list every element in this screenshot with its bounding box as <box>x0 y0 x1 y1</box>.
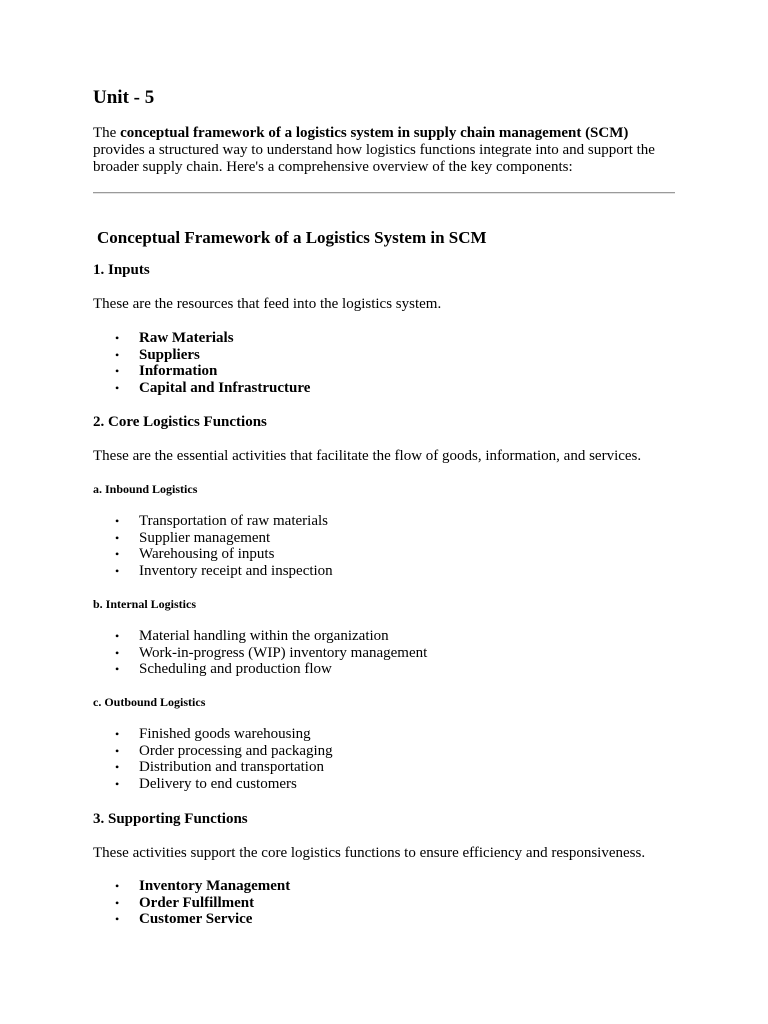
list-item: • Raw Materials <box>115 330 234 346</box>
bullet-icon: • <box>115 895 120 910</box>
list-item: • Order processing and packaging <box>115 742 333 759</box>
core-heading: 2. Core Logistics Functions <box>93 414 267 430</box>
list-item: • Transportation of raw materials <box>115 513 328 529</box>
supporting-list <box>93 878 290 928</box>
bullet-icon: • <box>115 564 120 579</box>
list-item: • Warehousing of inputs <box>115 546 275 563</box>
bullet-icon: • <box>115 662 120 677</box>
inbound-list <box>93 513 333 580</box>
framework-title: Conceptual Framework of a Logistics System in SCM <box>97 228 487 247</box>
inbound-heading: a. Inbound Logistics <box>93 482 198 496</box>
list-item: • Delivery to end customers <box>115 776 297 793</box>
bullet-icon: • <box>115 912 120 927</box>
bullet-icon: • <box>115 645 120 660</box>
intro-paragraph <box>93 125 683 176</box>
list-item: • Supplier management <box>115 529 271 546</box>
list-item: • Customer Service <box>115 911 253 928</box>
bullet-icon: • <box>115 364 120 379</box>
bullet-icon: • <box>115 514 120 528</box>
inputs-description: These are the resources that feed into the logistics system. <box>93 296 442 312</box>
outbound-list <box>93 726 333 793</box>
bullet-icon: • <box>115 629 120 643</box>
intro-bold-term: conceptual framework of a logistics system in supply chain management (SCM) <box>120 125 629 141</box>
intro-rest: provides a structured way to understand how logistics functions integrate into and support the broader supply chain. Here's a comprehensive overview of the key components: <box>93 142 655 175</box>
list-item: • Information <box>115 363 218 380</box>
bullet-icon: • <box>115 879 120 893</box>
bullet-icon: • <box>115 743 120 758</box>
bullet-icon: • <box>115 727 120 741</box>
intro-lead: The <box>93 125 121 141</box>
bullet-icon: • <box>115 331 120 345</box>
list-item: • Finished goods warehousing <box>115 726 311 742</box>
inputs-list <box>93 330 310 397</box>
horizontal-rule <box>93 192 675 194</box>
list-item: • Inventory receipt and inspection <box>115 563 333 580</box>
list-item: • Capital and Infrastructure <box>115 380 311 397</box>
list-item: • Material handling within the organization <box>115 628 389 644</box>
internal-list <box>93 628 427 678</box>
bullet-icon: • <box>115 530 120 545</box>
list-item: • Suppliers <box>115 346 200 363</box>
list-item: • Work-in-progress (WIP) inventory management <box>115 644 428 661</box>
internal-heading: b. Internal Logistics <box>93 597 197 611</box>
inputs-heading: 1. Inputs <box>93 262 150 278</box>
outbound-heading: c. Outbound Logistics <box>93 695 206 709</box>
bullet-icon: • <box>115 760 120 775</box>
bullet-icon: • <box>115 777 120 792</box>
list-item: • Order Fulfillment <box>115 894 255 911</box>
bullet-icon: • <box>115 347 120 362</box>
list-item: • Distribution and transportation <box>115 759 324 776</box>
list-item: • Inventory Management <box>115 878 291 894</box>
supporting-heading: 3. Supporting Functions <box>93 811 248 827</box>
list-item: • Scheduling and production flow <box>115 661 332 678</box>
supporting-description: These activities support the core logistics functions to ensure efficiency and responsiveness. <box>93 845 646 861</box>
bullet-icon: • <box>115 381 120 396</box>
core-description: These are the essential activities that facilitate the flow of goods, information, and services. <box>93 448 642 464</box>
unit-title: Unit - 5 <box>93 87 155 108</box>
bullet-icon: • <box>115 547 120 562</box>
